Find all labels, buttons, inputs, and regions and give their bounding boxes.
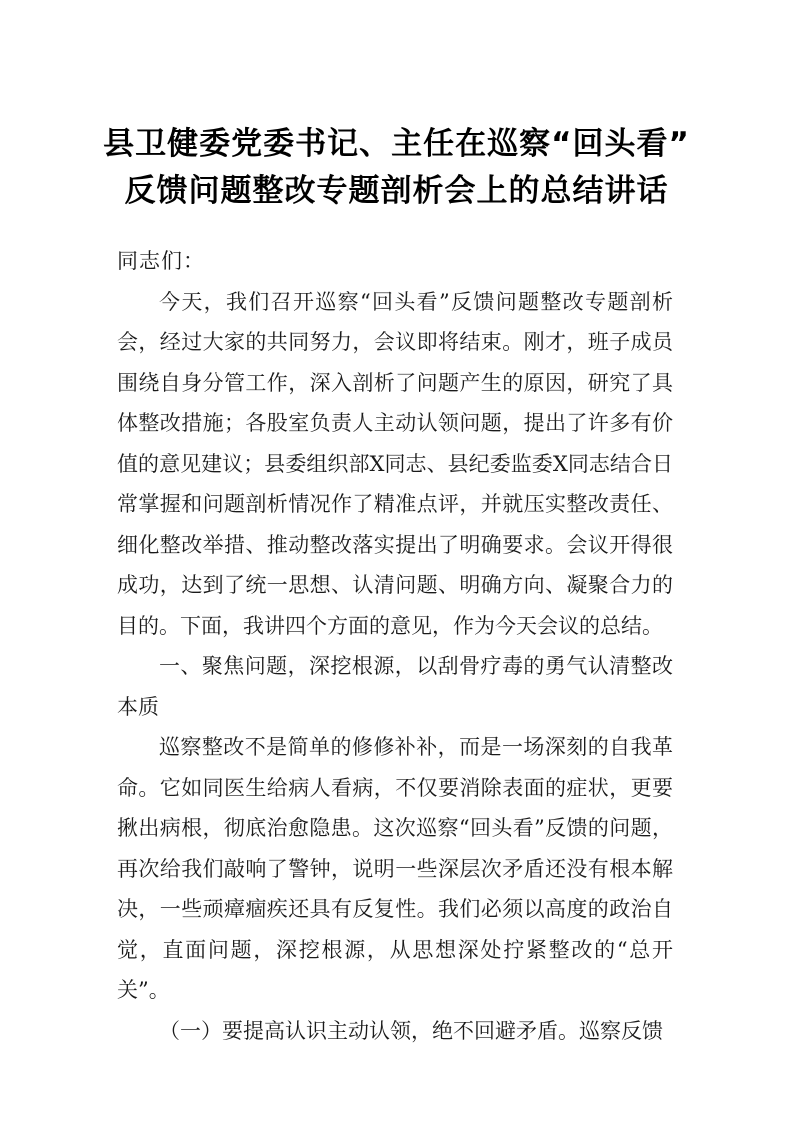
document-title-line-1: 县卫健委党委书记、主任在巡察“回头看” [103, 126, 690, 162]
paragraph-opening: 今天，我们召开巡察“回头看”反馈问题整改专题剖析会，经过大家的共同努力，会议即将结束。刚才，班子成员围绕自身分管工作，深入剖析了问题产生的原因，研究了具体整改措施；各股室负责人主动认领问题，提出了许多有价值的意见建议；县委组织部X同志、县纪委监委X同志结合日常掌握和问题剖析情况作了精准点评，并就压实整改责任、细化整改举措、推动整改落实提出了明确要求。会议开得很成功，达到了统一思想、认清问题、明确方向、凝聚合力的目的。下面，我讲四个方面的意见，作为今天会议的总结。 [117, 289, 673, 638]
document-body [117, 241, 673, 1051]
subsection-heading-1-1: （一）要提高认识主动认领，绝不回避矛盾。巡察反馈 [159, 1018, 663, 1043]
document-title-line-2: 反馈问题整改专题剖析会上的总结讲话 [124, 173, 669, 209]
salutation: 同志们： [117, 249, 205, 273]
paragraph-section-1: 巡察整改不是简单的修修补补，而是一场深刻的自我革命。它如同医生给病人看病，不仅要消除表面的症状，更要揪出病根，彻底治愈隐患。这次巡察“回头看”反馈的问题，再次给我们敲响了警钟，说明一些深层次矛盾还没有根本解决，一些顽瘴痼疾还具有反复性。我们必须以高度的政治自觉，直面问题，深挖根源，从思想深处拧紧整改的“总开关”。 [117, 735, 673, 1002]
section-heading-1: 一、聚焦问题，深挖根源，以刮骨疗毒的勇气认清整改本质 [117, 654, 673, 719]
